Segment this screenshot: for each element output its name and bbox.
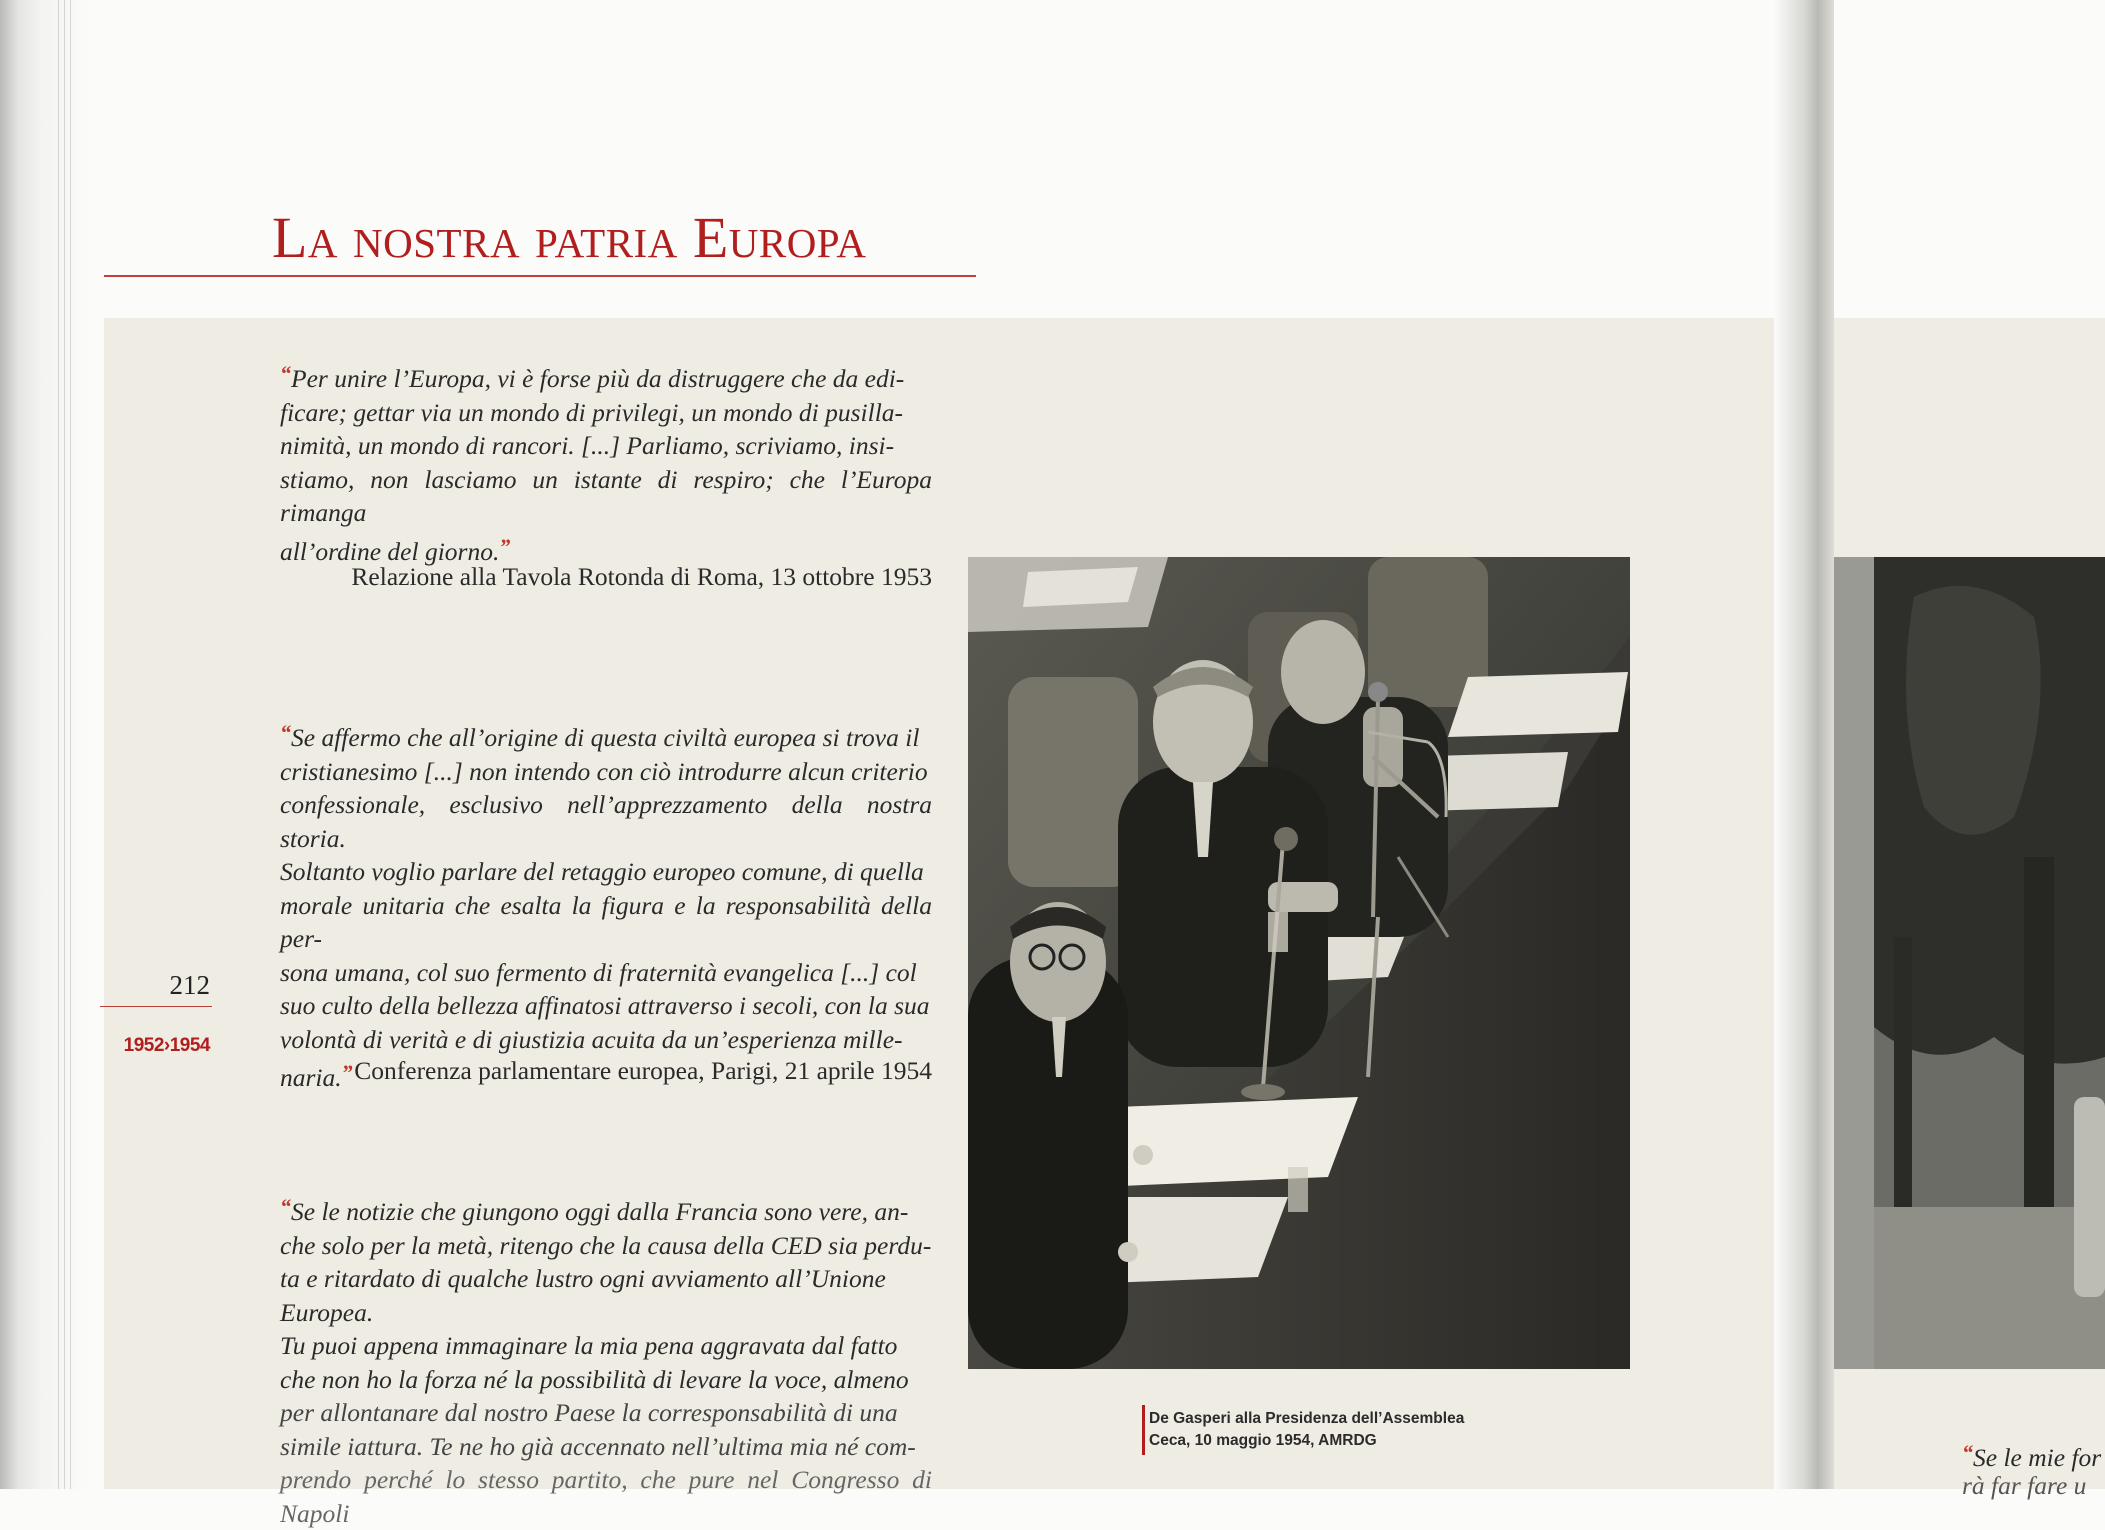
quote-line: naria.: [280, 1063, 342, 1092]
quote-line: Soltanto voglio parlare del retaggio europeo comune, di quella: [280, 857, 924, 886]
quote-line: Per unire l’Europa, vi è forse più da distruggere che da edi-: [291, 364, 905, 393]
page-edge-line: [58, 0, 59, 1489]
quote-3: [280, 1190, 932, 1530]
quote-line: ficare; gettar via un mondo di privilegi, un mondo di pusilla-: [280, 397, 904, 427]
book-edge: [0, 0, 90, 1489]
quote-line: cristianesimo [...] non intendo con ciò introdurre alcun criterio: [280, 756, 928, 786]
quote-line: morale unitaria che esalta la figura e la responsabilità della per-: [280, 890, 932, 953]
caption-rule: [1142, 1405, 1145, 1455]
title-rule: [104, 275, 976, 277]
quote-line: sona umana, col suo fermento di fraternità evangelica [...] col: [280, 957, 917, 987]
quote-line: per allontanare dal nostro Paese la corresponsabilità di una: [280, 1398, 898, 1427]
caption-line: Ceca, 10 maggio 1954, AMRDG: [1149, 1432, 1377, 1449]
quote-line: che non ho la forza né la possibilità di levare la voce, almeno: [280, 1364, 909, 1394]
quote-2: [280, 716, 932, 1095]
facing-page-photo: [1794, 557, 2105, 1369]
quote-line: stiamo, non lasciamo un istante di respiro; che l’Europa rimanga: [280, 464, 932, 527]
quote-line: all’ordine del giorno.: [280, 536, 500, 566]
quote-line: prendo perché lo stesso partito, che pure nel Congresso di Napoli: [280, 1465, 932, 1528]
open-quote-mark: “: [280, 361, 291, 386]
photo-caption: [1149, 1408, 1569, 1452]
book-gutter: [1774, 0, 1834, 1489]
page-number-rule: [100, 1006, 212, 1007]
page-edge-line: [70, 0, 71, 1489]
close-quote-mark: ”: [341, 1060, 353, 1085]
trees-illustration: [1794, 557, 2105, 1369]
quote-line: confessionale, esclusivo nell’apprezzamento della nostra storia.: [280, 790, 932, 853]
page-title: La nostra patria Europa: [272, 205, 867, 270]
quote-line: nimità, un mondo di rancori. [...] Parliamo, scriviamo, insi-: [280, 431, 895, 460]
quote-line: ta e ritardato di qualche lustro ogni avviamento all’Unione: [280, 1264, 886, 1293]
quote-line: simile iattura. Te ne ho già accennato nell’ultima mia né com-: [280, 1431, 916, 1461]
close-quote-mark: ”: [499, 533, 511, 559]
open-quote-mark: “: [280, 1194, 291, 1219]
quote-line: Europea.: [280, 1297, 374, 1327]
archival-photo: [968, 557, 1630, 1369]
quote-2-source: Conferenza parlamentare europea, Parigi, 21 aprile 1954: [354, 1056, 932, 1085]
caption-line: De Gasperi alla Presidenza dell’Assemblea: [1149, 1410, 1465, 1427]
page-number: 212: [169, 970, 210, 1000]
facing-page-quote: [1962, 1469, 2105, 1502]
quote-line: che solo per la metà, ritengo che la causa della CED sia perdu-: [280, 1230, 932, 1260]
quote-line: volontà di verità e di giustizia acuita da un’esperienza mille-: [280, 1024, 903, 1054]
quote-1-source: Relazione alla Tavola Rotonda di Roma, 13 ottobre 1953: [351, 562, 932, 591]
quote-1: [280, 357, 932, 568]
quote-line: Se le notizie che giungono oggi dalla Francia sono vere, an-: [291, 1197, 909, 1226]
facing-quote-line: Se le mie for: [1973, 1443, 2102, 1472]
quote-line: Se affermo che all’origine di questa civiltà europea si trova il: [291, 723, 920, 752]
quote-line: suo culto della bellezza affinatosi attraverso i secoli, con la sua: [280, 991, 930, 1020]
facing-quote-line: rà far fare u: [1962, 1471, 2087, 1500]
photo-illustration: [968, 557, 1630, 1369]
open-quote-mark: “: [1962, 1440, 1973, 1465]
open-quote-mark: “: [280, 720, 291, 745]
chapter-years: 1952›1954: [123, 1035, 210, 1056]
page-edge-line: [64, 0, 65, 1489]
quote-line: Tu puoi appena immaginare la mia pena aggravata dal fatto: [280, 1331, 898, 1360]
